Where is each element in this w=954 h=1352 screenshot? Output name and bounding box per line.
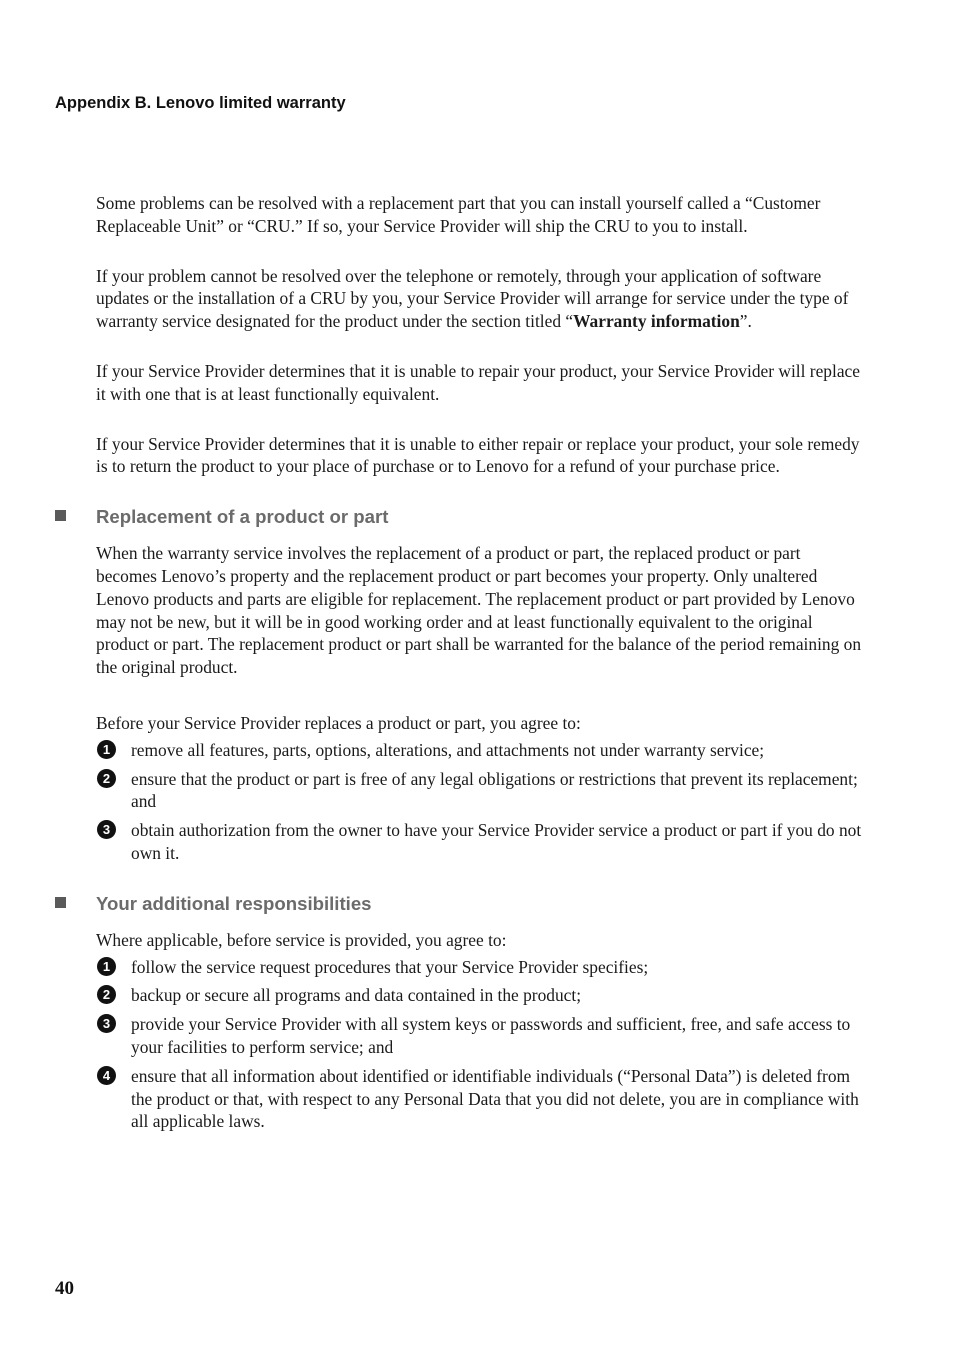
list-item <box>95 739 864 762</box>
replacement-list <box>96 739 864 865</box>
responsibilities-list <box>96 956 864 1134</box>
list-item-text: backup or secure all programs and data contained in the product; <box>131 985 582 1006</box>
list-item <box>95 1065 864 1133</box>
number-1-icon: 1 <box>97 740 116 759</box>
list-item-text: remove all features, parts, options, alterations, and attachments not under warranty service; <box>131 739 765 760</box>
intro-paragraph-2-text: If your problem cannot be resolved over the telephone or remotely, through your application of software updates or the installation of a CRU by you, your Service Provider will arrange for service under the type of warranty service designated for the product under the section titled “ <box>96 265 849 332</box>
list-item-text: obtain authorization from the owner to have your Service Provider service a product or part if you do not own it. <box>131 820 862 863</box>
intro-paragraph-2 <box>96 265 864 333</box>
number-3-icon: 3 <box>97 1014 116 1033</box>
list-item <box>95 768 864 814</box>
replacement-paragraph-2: Before your Service Provider replaces a product or part, you agree to: <box>96 712 581 733</box>
section-heading-responsibilities <box>96 892 864 916</box>
intro-paragraph-2-end: ”. <box>739 311 752 332</box>
list-item-text: follow the service request procedures that your Service Provider specifies; <box>131 956 649 977</box>
list-item-text: provide your Service Provider with all system keys or passwords and sufficient, free, and safe access to your facilities to perform service; and <box>131 1014 851 1057</box>
warranty-information-reference: Warranty information <box>573 311 740 332</box>
intro-paragraph-3: If your Service Provider determines that it is unable to repair your product, your Service Provider will replace it with one that is at least functionally equivalent. <box>96 360 860 404</box>
replacement-paragraph-1: When the warranty service involves the replacement of a product or part, the replaced product or part becomes Lenovo’s property and the replacement product or part becomes your property. Only unaltered Lenovo products and parts are eligible for replacement. The replacement product or part provided by Lenovo may not be new, but it will be in good working order and at least functionally equivalent to the original product or part. The replacement product or part shall be warranted for the balance of the period remaining on the original product. <box>96 543 862 678</box>
list-item-text: ensure that all information about identified or identifiable individuals (“Personal Data”) is deleted from the product or that, with respect to any Personal Data that you did not delete, you are in compliance with all applicable laws. <box>131 1065 859 1132</box>
section-heading-replacement <box>96 505 864 529</box>
number-1-icon: 1 <box>97 957 116 976</box>
number-2-icon: 2 <box>97 985 116 1004</box>
list-item <box>95 1013 864 1059</box>
list-item <box>95 956 864 979</box>
page-body <box>96 192 864 1160</box>
number-3-icon: 3 <box>97 820 116 839</box>
section-heading-replacement-text: Replacement of a product or part <box>96 506 389 528</box>
square-bullet-icon <box>55 897 66 908</box>
intro-paragraph-4: If your Service Provider determines that it is unable to either repair or replace your product, your sole remedy is to return the product to your place of purchase or to Lenovo for a refund of your purchase price. <box>96 433 860 477</box>
section-heading-responsibilities-text: Your additional responsibilities <box>96 892 372 914</box>
list-item <box>95 819 864 865</box>
number-4-icon: 4 <box>97 1066 116 1085</box>
number-2-icon: 2 <box>97 769 116 788</box>
square-bullet-icon <box>55 510 66 521</box>
intro-paragraph-1: Some problems can be resolved with a replacement part that you can install yourself called a “Customer Replaceable Unit” or “CRU.” If so, your Service Provider will ship the CRU to you to install. <box>96 193 821 236</box>
responsibilities-paragraph-1: Where applicable, before service is provided, you agree to: <box>96 929 507 950</box>
list-item-text: ensure that the product or part is free of any legal obligations or restrictions that prevent its replacement; and <box>131 768 858 812</box>
list-item <box>95 984 864 1007</box>
running-header: Appendix B. Lenovo limited warranty <box>55 94 346 112</box>
page-number: 40 <box>55 1278 74 1299</box>
